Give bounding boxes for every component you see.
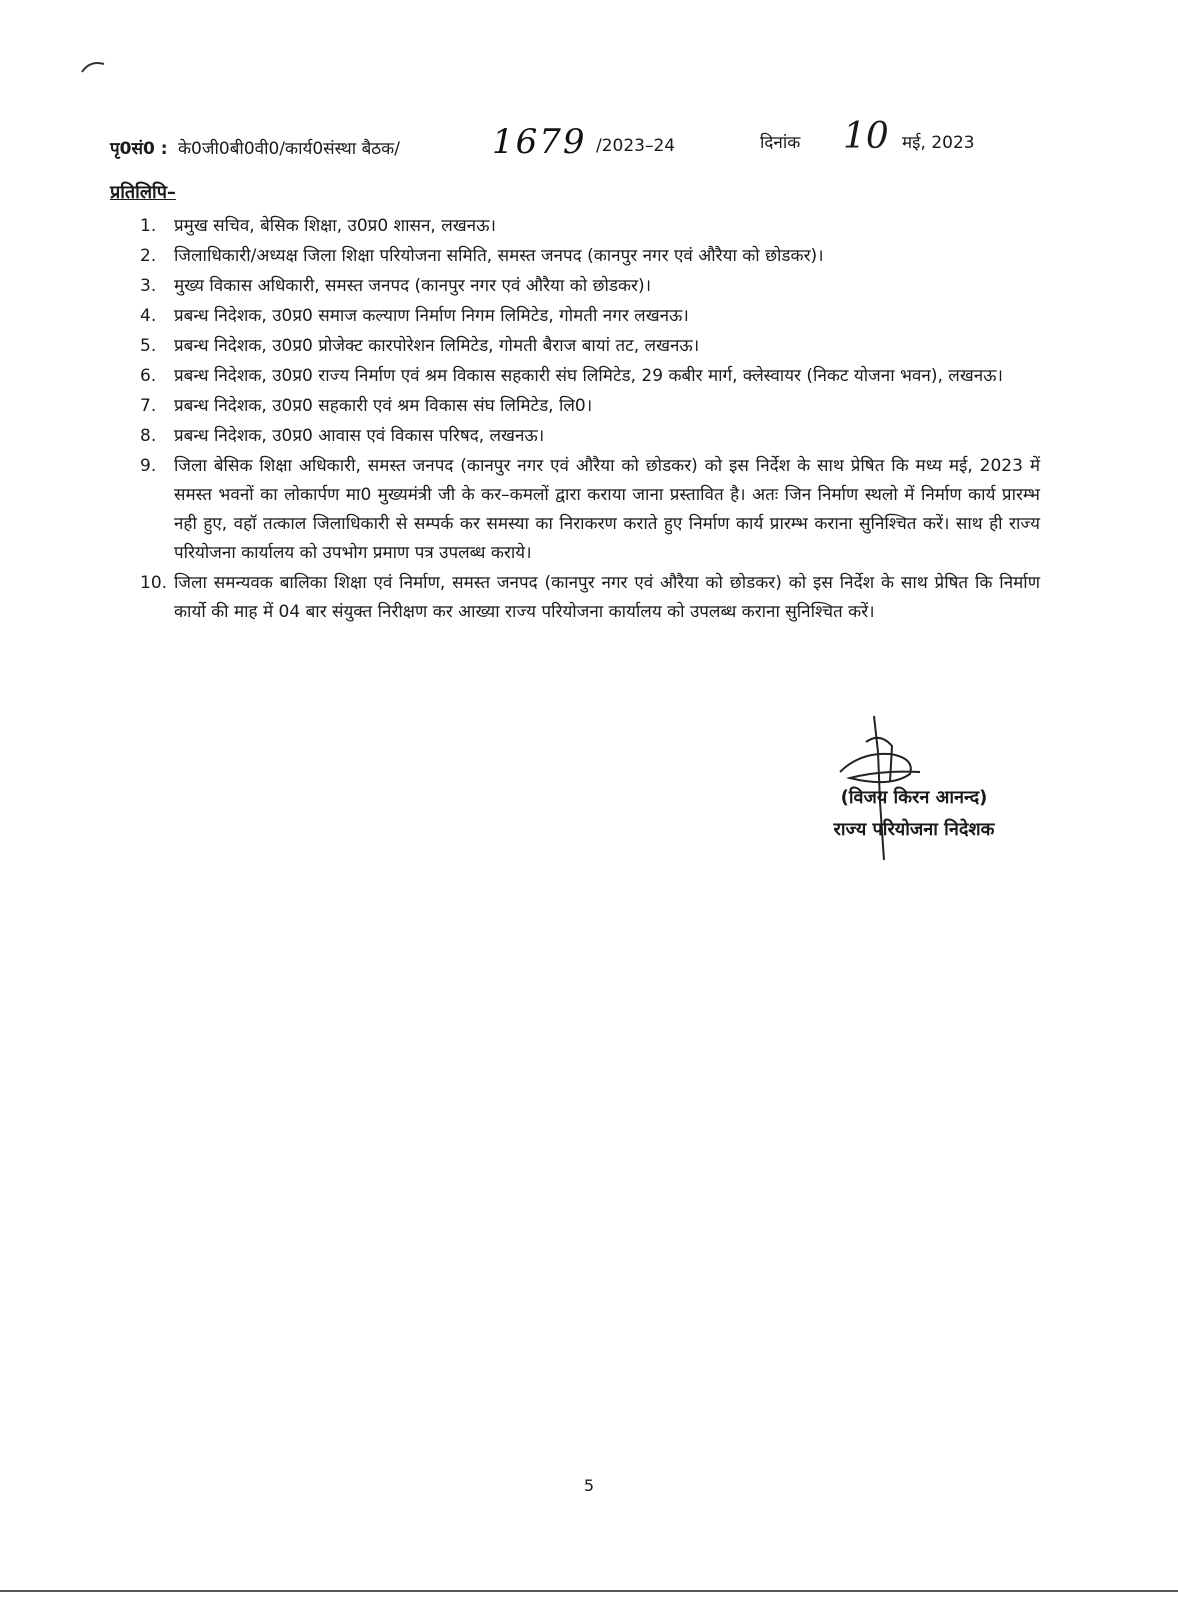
list-item: 3. मुख्य विकास अधिकारी, समस्त जनपद (कानपुर नगर एवं औरैया को छोडकर)। <box>140 276 652 296</box>
corner-mark-icon <box>78 58 108 78</box>
copy-heading: प्रतिलिपि– <box>110 182 176 203</box>
date-label: दिनांक <box>760 133 801 153</box>
list-item: 9. जिला बेसिक शिक्षा अधिकारी, समस्त जनपद (कानपुर नगर एवं औरैया को छोडकर) को इस निर्देश के साथ प्रेषित कि मध्य मई, 2023 में समस्त भवनों का लोकार्पण मा0 मुख्यमंत्री जी के कर–कमलों द्वारा कराया जाना प्रस्तावित है। अतः जिन निर्माण स्थलो में निर्माण कार्य प्रारम्भ नही हुए, वहॉ तत्काल जिलाधिकारी से सम्पर्क कर समस्या का निराकरण कराते हुए निर्माण कार्य प्रारम्भ कराना सुनिश्चित करें। साथ ही राज्य परियोजना कार्यालय को उपभोग प्रमाण पत्र उपलब्ध कराये। <box>140 456 1040 563</box>
handwritten-date-day: 10 <box>843 116 889 157</box>
list-item: 5. प्रबन्ध निदेशक, उ0प्र0 प्रोजेक्ट कारपोरेशन लिमिटेड, गोमती बैराज बायां तट, लखनऊ। <box>140 336 700 356</box>
handwritten-reference-number: 1679 <box>492 122 587 162</box>
reference-label: पृ0सं0 : <box>110 139 168 159</box>
list-item: 8. प्रबन्ध निदेशक, उ0प्र0 आवास एवं विकास परिषद, लखनऊ। <box>140 426 545 446</box>
signatory-block <box>784 782 1044 846</box>
signatory-designation: राज्य परियोजना निदेशक <box>833 819 995 840</box>
date-month-year: मई, 2023 <box>902 133 975 153</box>
list-item: 10. जिला समन्यवक बालिका शिक्षा एवं निर्माण, समस्त जनपद (कानपुर नगर एवं औरैया को छोडकर) को इस निर्देश के साथ प्रेषित कि निर्माण कार्यो की माह में 04 बार संयुक्त निरीक्षण कर आख्या राज्य परियोजना कार्यालय को उपलब्ध कराना सुनिश्चित करें। <box>140 573 1040 622</box>
reference-text: के0जी0बी0वी0/कार्य0संस्था बैठक/ <box>178 139 400 159</box>
list-item: 4. प्रबन्ध निदेशक, उ0प्र0 समाज कल्याण निर्माण निगम लिमिटेड, गोमती नगर लखनऊ। <box>140 306 689 326</box>
reference-year: /2023–24 <box>596 136 676 156</box>
list-item: 7. प्रबन्ध निदेशक, उ0प्र0 सहकारी एवं श्रम विकास संघ लिमिटेड, लि0। <box>140 396 593 416</box>
list-item: 1. प्रमुख सचिव, बेसिक शिक्षा, उ0प्र0 शासन, लखनऊ। <box>140 216 496 236</box>
signatory-name: (विजय किरन आनन्द) <box>840 787 988 808</box>
reference-line <box>110 116 1010 172</box>
bottom-divider <box>0 1590 1178 1592</box>
list-item: 2. जिलाधिकारी/अध्यक्ष जिला शिक्षा परियोजना समिति, समस्त जनपद (कानपुर नगर एवं औरैया को छोडकर)। <box>140 246 824 266</box>
list-item: 6. प्रबन्ध निदेशक, उ0प्र0 राज्य निर्माण एवं श्रम विकास सहकारी संघ लिमिटेड, 29 कबीर मार्ग, क्लेस्वायर (निकट योजना भवन), लखनऊ। <box>140 366 1003 386</box>
page-number: 5 <box>583 1476 595 1495</box>
recipient-list <box>140 212 1040 628</box>
